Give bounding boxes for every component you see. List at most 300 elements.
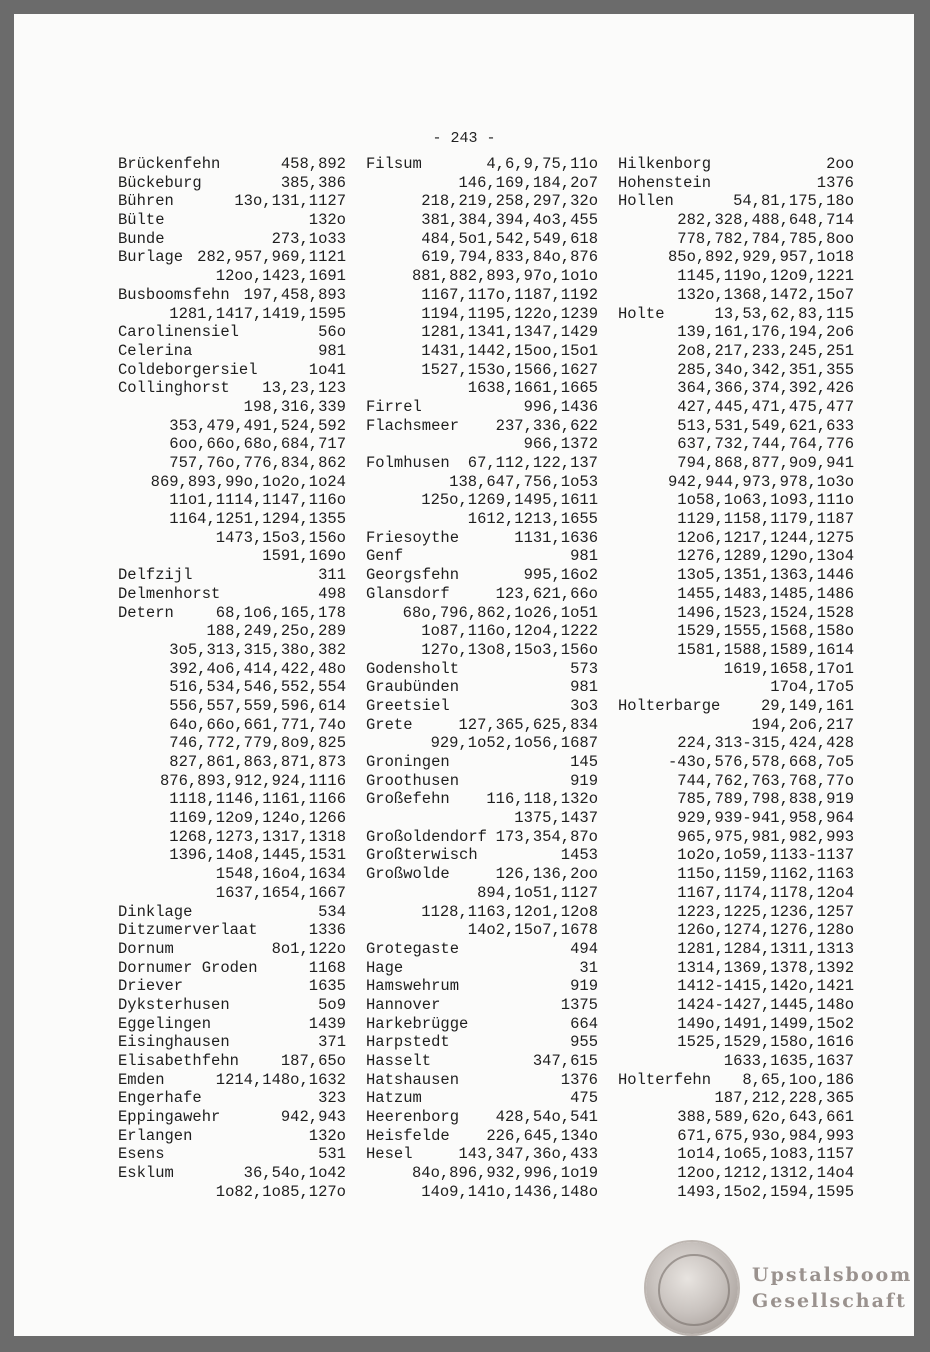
index-entry-continuation bbox=[618, 977, 854, 996]
index-entry bbox=[366, 940, 598, 959]
index-entry bbox=[118, 379, 346, 398]
index-entry-continuation bbox=[118, 716, 346, 735]
page-references: 13o5,1351,1363,1446 bbox=[677, 566, 854, 585]
page-references: 1619,1658,17o1 bbox=[723, 659, 854, 678]
page-references: 12oo,1212,1312,14o4 bbox=[677, 1164, 854, 1183]
index-entry-continuation bbox=[618, 678, 854, 697]
page-references: 11o1,1114,1147,116o bbox=[169, 491, 346, 510]
page-references: 744,762,763,768,77o bbox=[677, 771, 854, 790]
index-entry bbox=[118, 903, 346, 922]
page-references: 1194,1195,122o,1239 bbox=[421, 304, 598, 323]
place-name: Harkebrügge bbox=[366, 1014, 469, 1033]
place-name: Busboomsfehn bbox=[118, 285, 230, 304]
page-references: 876,893,912,924,1116 bbox=[159, 771, 346, 790]
index-entry bbox=[366, 959, 598, 978]
upstalsboom-logo bbox=[646, 1238, 916, 1338]
index-entry-continuation bbox=[118, 305, 346, 324]
index-entry-continuation bbox=[618, 361, 854, 380]
index-entry-continuation bbox=[118, 828, 346, 847]
index-entry-continuation bbox=[618, 660, 854, 679]
index-entry-continuation bbox=[366, 604, 598, 623]
index-entry-continuation bbox=[118, 454, 346, 473]
index-entry bbox=[618, 192, 854, 211]
page-references: 1281,1341,1347,1429 bbox=[421, 323, 598, 342]
place-name: Filsum bbox=[366, 155, 422, 173]
index-entry-continuation bbox=[618, 379, 854, 398]
page-references: 1169,12o9,124o,1266 bbox=[169, 809, 346, 828]
place-name: Ditzumerverlaat bbox=[118, 921, 258, 940]
place-name: Holterfehn bbox=[618, 1070, 712, 1089]
index-entry bbox=[366, 790, 598, 809]
index-entry bbox=[366, 697, 598, 716]
index-entry bbox=[618, 305, 854, 324]
page-references: 13o,131,1127 bbox=[234, 192, 346, 211]
index-entry bbox=[118, 286, 346, 305]
index-entry bbox=[366, 1033, 598, 1052]
page-references: 187,212,228,365 bbox=[714, 1089, 854, 1108]
page-references: 458,892 bbox=[280, 155, 346, 173]
page-references: 197,458,893 bbox=[243, 285, 346, 304]
index-entry-continuation bbox=[118, 491, 346, 510]
page-references: 1424-1427,1445,148o bbox=[677, 995, 854, 1014]
index-entry bbox=[118, 248, 346, 267]
page-references: 1638,1661,1665 bbox=[467, 379, 598, 398]
index-entry bbox=[366, 716, 598, 735]
place-name: Graubünden bbox=[366, 678, 460, 697]
page-references: 194,2o6,217 bbox=[751, 715, 854, 734]
place-name: Esklum bbox=[118, 1164, 174, 1183]
index-entry bbox=[618, 155, 854, 174]
page-references: 1167,117o,1187,1192 bbox=[421, 285, 598, 304]
place-name: Hilkenborg bbox=[618, 155, 712, 173]
index-entry-continuation bbox=[618, 959, 854, 978]
page-references: 67,112,122,137 bbox=[467, 454, 598, 472]
index-entry-continuation bbox=[618, 996, 854, 1015]
index-entry bbox=[366, 585, 598, 604]
index-entry-continuation bbox=[366, 248, 598, 267]
page-references: 29,149,161 bbox=[760, 696, 854, 715]
page-references: 187,65o bbox=[280, 1052, 346, 1070]
index-entry bbox=[366, 1145, 598, 1164]
page-references: 1129,1158,1179,1187 bbox=[677, 510, 854, 529]
index-entry-continuation bbox=[366, 230, 598, 249]
page-references: 1o41 bbox=[308, 360, 346, 379]
index-entry-continuation bbox=[118, 734, 346, 753]
index-entry-continuation bbox=[118, 473, 346, 492]
index-entry-continuation bbox=[118, 772, 346, 791]
page-references: 869,893,99o,1o2o,1o24 bbox=[150, 472, 346, 491]
page-references: 347,615 bbox=[532, 1052, 598, 1070]
page-references: 981 bbox=[570, 678, 598, 697]
index-entry-continuation bbox=[118, 865, 346, 884]
index-entry bbox=[118, 1108, 346, 1127]
index-entry bbox=[366, 846, 598, 865]
index-entry-continuation bbox=[366, 361, 598, 380]
page-references: 498 bbox=[318, 584, 346, 603]
index-entry-continuation bbox=[618, 286, 854, 305]
index-entry-continuation bbox=[618, 884, 854, 903]
index-entry-continuation bbox=[618, 1089, 854, 1108]
index-entry-continuation bbox=[618, 1015, 854, 1034]
index-entry bbox=[366, 1071, 598, 1090]
page-references: 127o,13o8,15o3,156o bbox=[421, 640, 598, 659]
page-references: 146,169,184,2o7 bbox=[458, 173, 598, 192]
index-entry-continuation bbox=[618, 435, 854, 454]
place-name: Holterbarge bbox=[618, 696, 721, 715]
index-entry-continuation bbox=[118, 809, 346, 828]
place-name: Eggelingen bbox=[118, 1014, 212, 1033]
index-entry-continuation bbox=[118, 846, 346, 865]
place-name: Georgsfehn bbox=[366, 566, 460, 585]
index-entry bbox=[366, 865, 598, 884]
index-entry bbox=[366, 977, 598, 996]
page-references: 531 bbox=[318, 1145, 346, 1164]
place-name: Delfzijl bbox=[118, 566, 193, 585]
place-name: Heisfelde bbox=[366, 1126, 450, 1145]
index-entry bbox=[618, 697, 854, 716]
index-entry bbox=[118, 323, 346, 342]
page-references: 1376 bbox=[816, 173, 854, 192]
index-entry bbox=[118, 155, 346, 174]
page-references: 285,34o,342,351,355 bbox=[677, 360, 854, 379]
page-references: 127,365,625,834 bbox=[458, 715, 598, 734]
index-entry bbox=[366, 566, 598, 585]
page-references: 516,534,546,552,554 bbox=[169, 678, 346, 697]
page-references: 1214,148o,1632 bbox=[215, 1070, 346, 1089]
page-references: 392,4o6,414,422,48o bbox=[169, 659, 346, 678]
page-references: 1336 bbox=[308, 921, 346, 940]
page-references: 126,136,2oo bbox=[495, 865, 598, 884]
page-references: 995,16o2 bbox=[523, 566, 598, 585]
place-name: Bückeburg bbox=[118, 173, 202, 192]
page-references: 1396,14o8,1445,1531 bbox=[169, 846, 346, 865]
page-references: 573 bbox=[570, 659, 598, 678]
place-name: Hollen bbox=[618, 192, 674, 211]
place-name: Großefehn bbox=[366, 790, 450, 809]
index-entry-continuation bbox=[618, 248, 854, 267]
page-references: 637,732,744,764,776 bbox=[677, 435, 854, 454]
page-references: 894,1o51,1127 bbox=[477, 883, 598, 902]
index-entry bbox=[118, 940, 346, 959]
page-references: 132o,1368,1472,15o7 bbox=[677, 285, 854, 304]
page-references: 1131,1636 bbox=[514, 528, 598, 547]
page-references: 1314,1369,1378,1392 bbox=[677, 958, 854, 977]
page-references: 1128,1163,12o1,12o8 bbox=[421, 902, 598, 921]
place-name: Bühren bbox=[118, 192, 174, 211]
index-entry bbox=[366, 529, 598, 548]
page-references: 942,944,973,978,1o3o bbox=[667, 472, 854, 491]
index-entry bbox=[366, 1108, 598, 1127]
index-entry-continuation bbox=[118, 660, 346, 679]
index-entry bbox=[366, 454, 598, 473]
page-references: 919 bbox=[570, 771, 598, 790]
page-references: 54,81,175,18o bbox=[733, 192, 854, 211]
page-references: 311 bbox=[318, 566, 346, 585]
place-name: Hohenstein bbox=[618, 173, 712, 192]
page-references: 1431,1442,15oo,15o1 bbox=[421, 341, 598, 360]
place-name: Grotegaste bbox=[366, 939, 460, 958]
place-name: Dinklage bbox=[118, 902, 193, 921]
page-references: 139,161,176,194,2o6 bbox=[677, 323, 854, 342]
index-entry-continuation bbox=[118, 510, 346, 529]
index-entry bbox=[118, 959, 346, 978]
index-entry bbox=[366, 155, 598, 174]
index-entry-continuation bbox=[618, 1183, 854, 1202]
page-references: 1223,1225,1236,1257 bbox=[677, 902, 854, 921]
page-references: 14o2,15o7,1678 bbox=[467, 921, 598, 940]
place-name: Carolinensiel bbox=[118, 323, 239, 342]
place-name: Hesel bbox=[366, 1145, 413, 1164]
index-entry bbox=[366, 1052, 598, 1071]
page-references: 919 bbox=[570, 977, 598, 996]
index-entry-continuation bbox=[618, 417, 854, 436]
index-entry-continuation bbox=[118, 641, 346, 660]
index-entry bbox=[118, 1071, 346, 1090]
page-references: 746,772,779,8o9,825 bbox=[169, 734, 346, 753]
index-entry-continuation bbox=[618, 1164, 854, 1183]
page-references: 138,647,756,1o53 bbox=[449, 472, 598, 491]
index-entry-continuation bbox=[366, 1183, 598, 1202]
page-references: 282,328,488,648,714 bbox=[677, 211, 854, 230]
page-references: 1453 bbox=[560, 846, 598, 865]
place-name: Bülte bbox=[118, 211, 165, 230]
index-entry-continuation bbox=[618, 641, 854, 660]
index-entry-continuation bbox=[618, 604, 854, 623]
place-name: Großwolde bbox=[366, 865, 450, 884]
page-references: 1637,1654,1667 bbox=[215, 883, 346, 902]
index-entry bbox=[118, 1052, 346, 1071]
index-entry-continuation bbox=[618, 342, 854, 361]
place-name: Brückenfehn bbox=[118, 155, 221, 173]
index-entry-continuation bbox=[366, 211, 598, 230]
page-references: 115o,1159,1162,1163 bbox=[677, 865, 854, 884]
index-entry-continuation bbox=[618, 790, 854, 809]
index-entry-continuation bbox=[618, 398, 854, 417]
index-entry-continuation bbox=[618, 547, 854, 566]
page-references: 8o1,122o bbox=[271, 939, 346, 958]
page-references: 84o,896,932,996,1o19 bbox=[411, 1164, 598, 1183]
place-name: Hamswehrum bbox=[366, 977, 460, 996]
page-references: 273,1o33 bbox=[271, 229, 346, 248]
page-references: 381,384,394,4o3,455 bbox=[421, 211, 598, 230]
index-entry-continuation bbox=[118, 417, 346, 436]
place-name: Großterwisch bbox=[366, 846, 478, 865]
index-entry-continuation bbox=[618, 772, 854, 791]
index-entry bbox=[366, 1127, 598, 1146]
index-entry-continuation bbox=[618, 809, 854, 828]
page-references: 8,65,1oo,186 bbox=[742, 1070, 854, 1089]
page-references: 64o,66o,661,771,74o bbox=[169, 715, 346, 734]
index-entry bbox=[118, 1145, 346, 1164]
index-entry-continuation bbox=[618, 1108, 854, 1127]
place-name: Esens bbox=[118, 1145, 165, 1164]
place-name: Glansdorf bbox=[366, 584, 450, 603]
index-entry bbox=[118, 1164, 346, 1183]
page-references: 388,589,62o,643,661 bbox=[677, 1108, 854, 1127]
index-entry-continuation bbox=[366, 286, 598, 305]
page-references: 1548,16o4,1634 bbox=[215, 865, 346, 884]
brand-text bbox=[752, 1262, 912, 1314]
index-entry-continuation bbox=[118, 622, 346, 641]
index-entry-continuation bbox=[618, 454, 854, 473]
index-entry bbox=[366, 1015, 598, 1034]
index-entry-continuation bbox=[618, 734, 854, 753]
index-entry-continuation bbox=[118, 435, 346, 454]
page-references: 4,6,9,75,11o bbox=[486, 155, 598, 173]
index-entry-continuation bbox=[618, 491, 854, 510]
page-references: 1167,1174,1178,12o4 bbox=[677, 883, 854, 902]
index-entry-continuation bbox=[618, 828, 854, 847]
index-entry-continuation bbox=[618, 1033, 854, 1052]
place-name: Detern bbox=[118, 603, 174, 622]
place-name: Bunde bbox=[118, 229, 165, 248]
index-entry-continuation bbox=[118, 753, 346, 772]
index-entry-continuation bbox=[366, 323, 598, 342]
page-references: 1o2o,1o59,1133-1137 bbox=[677, 846, 854, 865]
page-references: 1635 bbox=[308, 977, 346, 996]
index-entry-continuation bbox=[618, 230, 854, 249]
page-references: 827,861,863,871,873 bbox=[169, 753, 346, 771]
page-references: 125o,1269,1495,1611 bbox=[421, 491, 598, 510]
page-references: 619,794,833,84o,876 bbox=[421, 248, 598, 267]
page-references: 5o9 bbox=[318, 995, 346, 1014]
index-entry-continuation bbox=[366, 921, 598, 940]
index-entry-continuation bbox=[618, 566, 854, 585]
page-references: 132o bbox=[308, 1126, 346, 1145]
index-entry bbox=[366, 753, 598, 772]
place-name: Holte bbox=[618, 304, 665, 323]
index-entry-continuation bbox=[366, 435, 598, 454]
index-entry bbox=[118, 585, 346, 604]
index-entry bbox=[118, 230, 346, 249]
page-references: 237,336,622 bbox=[495, 416, 598, 435]
page-references: 68o,796,862,1o26,1o51 bbox=[402, 603, 598, 622]
index-entry-continuation bbox=[618, 323, 854, 342]
index-entry-continuation bbox=[118, 529, 346, 548]
page-references: 1168 bbox=[308, 958, 346, 977]
page-references: 1375 bbox=[560, 995, 598, 1014]
index-entry-continuation bbox=[366, 491, 598, 510]
page-references: 1o14,1o65,1o83,1157 bbox=[677, 1145, 854, 1164]
place-name: Groningen bbox=[366, 753, 450, 771]
index-entry-continuation bbox=[366, 809, 598, 828]
page-references: 981 bbox=[318, 341, 346, 360]
index-entry-continuation bbox=[618, 753, 854, 772]
page-references: 14o9,141o,1436,148o bbox=[421, 1182, 598, 1201]
page-references: 996,1436 bbox=[523, 397, 598, 416]
place-name: Dyksterhusen bbox=[118, 995, 230, 1014]
page-references: 1118,1146,1161,1166 bbox=[169, 790, 346, 809]
index-entry bbox=[118, 921, 346, 940]
index-entry bbox=[118, 566, 346, 585]
page-references: 1529,1555,1568,158o bbox=[677, 622, 854, 641]
page-references: 143,347,36o,433 bbox=[458, 1145, 598, 1164]
page-references: 145 bbox=[570, 753, 598, 771]
page-references: 494 bbox=[570, 939, 598, 958]
page-references: 1439 bbox=[308, 1014, 346, 1033]
index-entry-continuation bbox=[366, 342, 598, 361]
page-references: 3o3 bbox=[570, 696, 598, 715]
index-entry-continuation bbox=[366, 1164, 598, 1183]
page-references: 785,789,798,838,919 bbox=[677, 790, 854, 809]
page-references: 126o,1274,1276,128o bbox=[677, 921, 854, 940]
index-entry-continuation bbox=[366, 903, 598, 922]
place-name: Erlangen bbox=[118, 1126, 193, 1145]
index-entry-continuation bbox=[618, 1127, 854, 1146]
place-name: Coldeborgersiel bbox=[118, 360, 258, 379]
page-references: 427,445,471,475,477 bbox=[677, 397, 854, 416]
page-references: -43o,576,578,668,7o5 bbox=[667, 753, 854, 771]
index-entry-continuation bbox=[118, 884, 346, 903]
page-references: 1281,1284,1311,1313 bbox=[677, 939, 854, 958]
place-name: Flachsmeer bbox=[366, 416, 460, 435]
place-name: Eisinghausen bbox=[118, 1033, 230, 1052]
index-entry-continuation bbox=[118, 398, 346, 417]
page-references: 513,531,549,621,633 bbox=[677, 416, 854, 435]
index-column-2 bbox=[366, 155, 598, 1202]
page-references: 371 bbox=[318, 1033, 346, 1052]
index-entry bbox=[118, 211, 346, 230]
place-name: Großoldendorf bbox=[366, 827, 487, 846]
place-name: Genf bbox=[366, 547, 404, 566]
index-entry-continuation bbox=[366, 734, 598, 753]
page-references: 966,1372 bbox=[523, 435, 598, 454]
page-references: 1525,1529,158o,1616 bbox=[677, 1033, 854, 1052]
place-name: Folmhusen bbox=[366, 454, 450, 472]
place-name: Harpstedt bbox=[366, 1033, 450, 1052]
index-entry bbox=[366, 678, 598, 697]
index-entry-continuation bbox=[618, 1052, 854, 1071]
place-name: Dornum bbox=[118, 939, 174, 958]
index-entry-continuation bbox=[618, 846, 854, 865]
page-references: 664 bbox=[570, 1014, 598, 1033]
place-name: Delmenhorst bbox=[118, 584, 221, 603]
page-references: 12oo,1423,1691 bbox=[215, 267, 346, 286]
page-references: 364,366,374,392,426 bbox=[677, 379, 854, 398]
brand-line-1: Upstalsboom bbox=[752, 1264, 913, 1286]
place-name: Godensholt bbox=[366, 659, 460, 678]
page-references: 85o,892,929,957,1o18 bbox=[667, 248, 854, 267]
index-column-3 bbox=[618, 155, 854, 1202]
page-references: 226,645,134o bbox=[486, 1126, 598, 1145]
page-references: 1455,1483,1485,1486 bbox=[677, 584, 854, 603]
index-entry-continuation bbox=[366, 641, 598, 660]
index-entry bbox=[118, 1127, 346, 1146]
page-references: 1527,153o,1566,1627 bbox=[421, 360, 598, 379]
page-references: 671,675,93o,984,993 bbox=[677, 1126, 854, 1145]
index-entry bbox=[366, 398, 598, 417]
page-references: 1o87,116o,12o4,1222 bbox=[421, 622, 598, 641]
page-references: 484,5o1,542,549,618 bbox=[421, 229, 598, 248]
place-name: Friesoythe bbox=[366, 528, 460, 547]
page-references: 385,386 bbox=[280, 173, 346, 192]
index-entry bbox=[118, 192, 346, 211]
page-references: 955 bbox=[570, 1033, 598, 1052]
index-entry-continuation bbox=[618, 267, 854, 286]
index-entry-continuation bbox=[366, 174, 598, 193]
page-references: 475 bbox=[570, 1089, 598, 1108]
page-references: 218,219,258,297,32o bbox=[421, 192, 598, 211]
page-references: 965,975,981,982,993 bbox=[677, 827, 854, 846]
index-column-1 bbox=[118, 155, 346, 1202]
page-references: 123,621,66o bbox=[495, 584, 598, 603]
page-references: 1268,1273,1317,1318 bbox=[169, 827, 346, 846]
page-references: 13,23,123 bbox=[262, 379, 346, 398]
index-entry-continuation bbox=[118, 697, 346, 716]
page-references: 1473,15o3,156o bbox=[215, 528, 346, 547]
page-references: 1633,1635,1637 bbox=[723, 1052, 854, 1070]
page-references: 116,118,132o bbox=[486, 790, 598, 809]
